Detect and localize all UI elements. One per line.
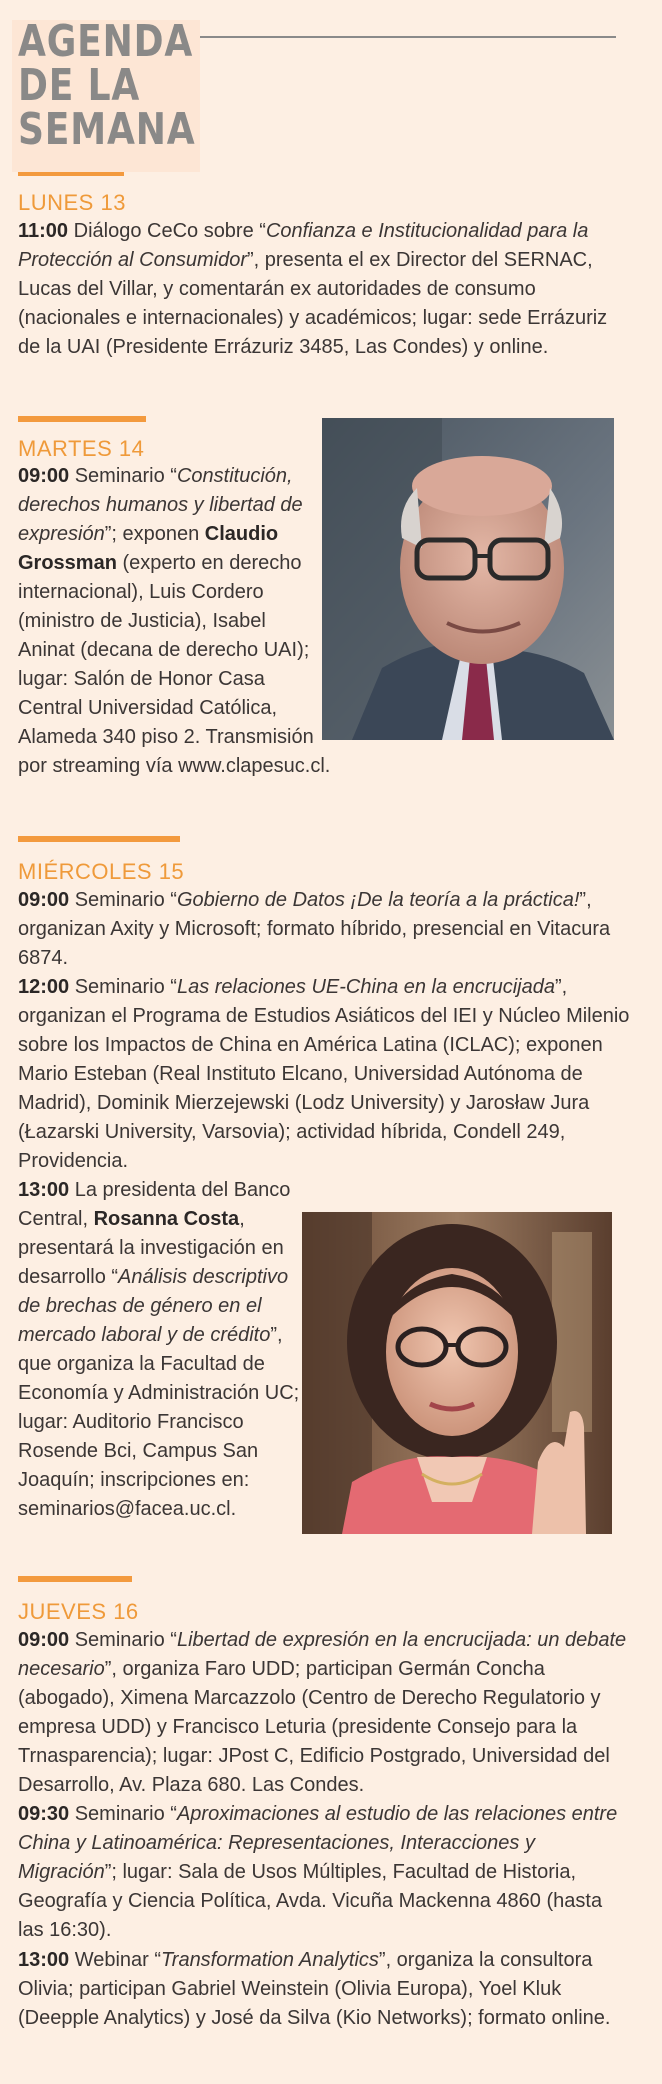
event-time: 09:00 — [18, 1629, 70, 1651]
event-tuesday-0900 — [18, 462, 618, 781]
event-time: 12:00 — [18, 976, 70, 998]
event-text: Seminario “ — [69, 1629, 177, 1651]
event-text: La presidenta del Banco Central, — [18, 1179, 291, 1230]
photo-text-wrap — [316, 462, 618, 740]
event-title: Aproximaciones al estudio de las relaciones entre China y Latinoamérica: Representaciones, Interacciones y Migración — [18, 1803, 618, 1883]
accent-bar-thursday — [18, 1576, 132, 1582]
accent-bar-wednesday — [18, 836, 180, 842]
event-thursday-0900 — [18, 1626, 630, 1800]
event-details: ”, presenta el ex Director del SERNAC, Lucas del Villar, y comentarán ex autoridades de consumo (nacionales e internacionales) y académicos; lugar: sede Errázuriz de la UAI (Presidente Errázuriz 3485, Las Condes) y online. — [18, 249, 608, 358]
title-line-3: SEMANA — [18, 104, 196, 155]
title-line-2: DE LA — [18, 60, 141, 111]
event-time: 09:00 — [18, 465, 70, 487]
page-title — [18, 16, 196, 155]
speaker-name: Rosanna Costa — [93, 1208, 240, 1230]
event-details: ”, organiza la consultora Olivia; participan Gabriel Weinstein (Olivia Europa), Yoel Kluk (Deepple Analytics) y José da Silva (Kio Networks); formato online. — [18, 1949, 611, 2029]
header-accent-bar — [18, 172, 124, 176]
accent-bar-tuesday — [18, 416, 146, 422]
event-text: , presentará la investigación en desarrollo “ — [18, 1208, 284, 1288]
event-text: Diálogo CeCo sobre “ — [68, 220, 266, 242]
event-details: ”, que organiza la Facultad de Economía y Administración UC; lugar: Auditorio Francisco Rosende Bci, Campus San Joaquín; inscripciones en: seminarios@facea.uc.cl. — [18, 1324, 300, 1520]
event-text: Seminario “ — [69, 889, 177, 911]
speaker-name: Claudio Grossman — [18, 523, 279, 574]
event-time: 13:00 — [18, 1949, 70, 1971]
event-text: Seminario “ — [69, 976, 177, 998]
event-title: Transformation Analytics — [161, 1949, 379, 1971]
header-rule — [200, 36, 616, 38]
title-line-1: AGENDA — [18, 16, 194, 67]
event-text: ”; exponen — [104, 523, 205, 545]
event-title: Constitución, derechos humanos y libertad de expresión — [18, 465, 303, 545]
event-details: ”, organizan el Programa de Estudios Asiáticos del IEI y Núcleo Milenio sobre los Impactos de China en América Latina (ICLAC); exponen Mario Esteban (Real Instituto Elcano, Universidad Autónoma de Madrid), Dominik Mierzejewski (Lodz University) y Jarosław Jura (Łazarski University, Varsovia); actividad híbrida, Condell 249, Providencia. — [18, 976, 630, 1172]
event-details: (experto en derecho internacional), Luis Cordero (ministro de Justicia), Isabel Aninat (decana de derecho UAI); lugar: Salón de Honor Casa Central Universidad Católica, Alameda 340 piso 2. Transmisión por streaming vía www.clapesuc.cl. — [18, 552, 331, 777]
event-time: 09:30 — [18, 1803, 70, 1825]
event-text: Seminario “ — [69, 1803, 177, 1825]
event-details: ”, organiza Faro UDD; participan Germán Concha (abogado), Ximena Marcazzolo (Centro de Derecho Regulatorio y empresa UDD) y Francisco Leturia (presidente Consejo para la Trnasparencia); lugar: JPost C, Edificio Postgrado, Universidad del Desarrollo, Av. Plaza 680. Las Condes. — [18, 1658, 610, 1796]
day-heading-monday: LUNES 13 — [18, 190, 126, 215]
event-details: ”, organizan Axity y Microsoft; formato híbrido, presencial en Vitacura 6874. — [18, 889, 611, 969]
event-text: Webinar “ — [69, 1949, 162, 1971]
event-wednesday-1200 — [18, 973, 630, 1176]
event-text: Seminario “ — [69, 465, 177, 487]
photo-text-wrap — [308, 1180, 630, 1504]
event-title: Libertad de expresión en la encrucijada: un debate necesario — [18, 1629, 627, 1680]
event-wednesday-0900 — [18, 886, 630, 973]
event-thursday-0930 — [18, 1800, 630, 1945]
event-title: Análisis descriptivo de brechas de género en el mercado laboral y de crédito — [18, 1266, 289, 1346]
event-time: 09:00 — [18, 889, 70, 911]
day-heading-tuesday: MARTES 14 — [18, 436, 145, 461]
event-wednesday-1300 — [18, 1176, 630, 1524]
event-monday-1100 — [18, 217, 628, 362]
event-time: 11:00 — [18, 220, 69, 242]
day-heading-wednesday: MIÉRCOLES 15 — [18, 859, 185, 884]
event-title: Gobierno de Datos ¡De la teoría a la práctica! — [176, 889, 580, 911]
event-details: ”; lugar: Sala de Usos Múltiples, Facultad de Historia, Geografía y Ciencia Política, Avda. Vicuña Mackenna 4860 (hasta las 16:30). — [18, 1861, 603, 1941]
event-time: 13:00 — [18, 1179, 70, 1201]
day-heading-thursday: JUEVES 16 — [18, 1599, 139, 1624]
event-title: Confianza e Institucionalidad para la Protección al Consumidor — [18, 220, 589, 271]
event-thursday-1300 — [18, 1946, 630, 2033]
event-title: Las relaciones UE-China en la encrucijada — [176, 976, 555, 998]
